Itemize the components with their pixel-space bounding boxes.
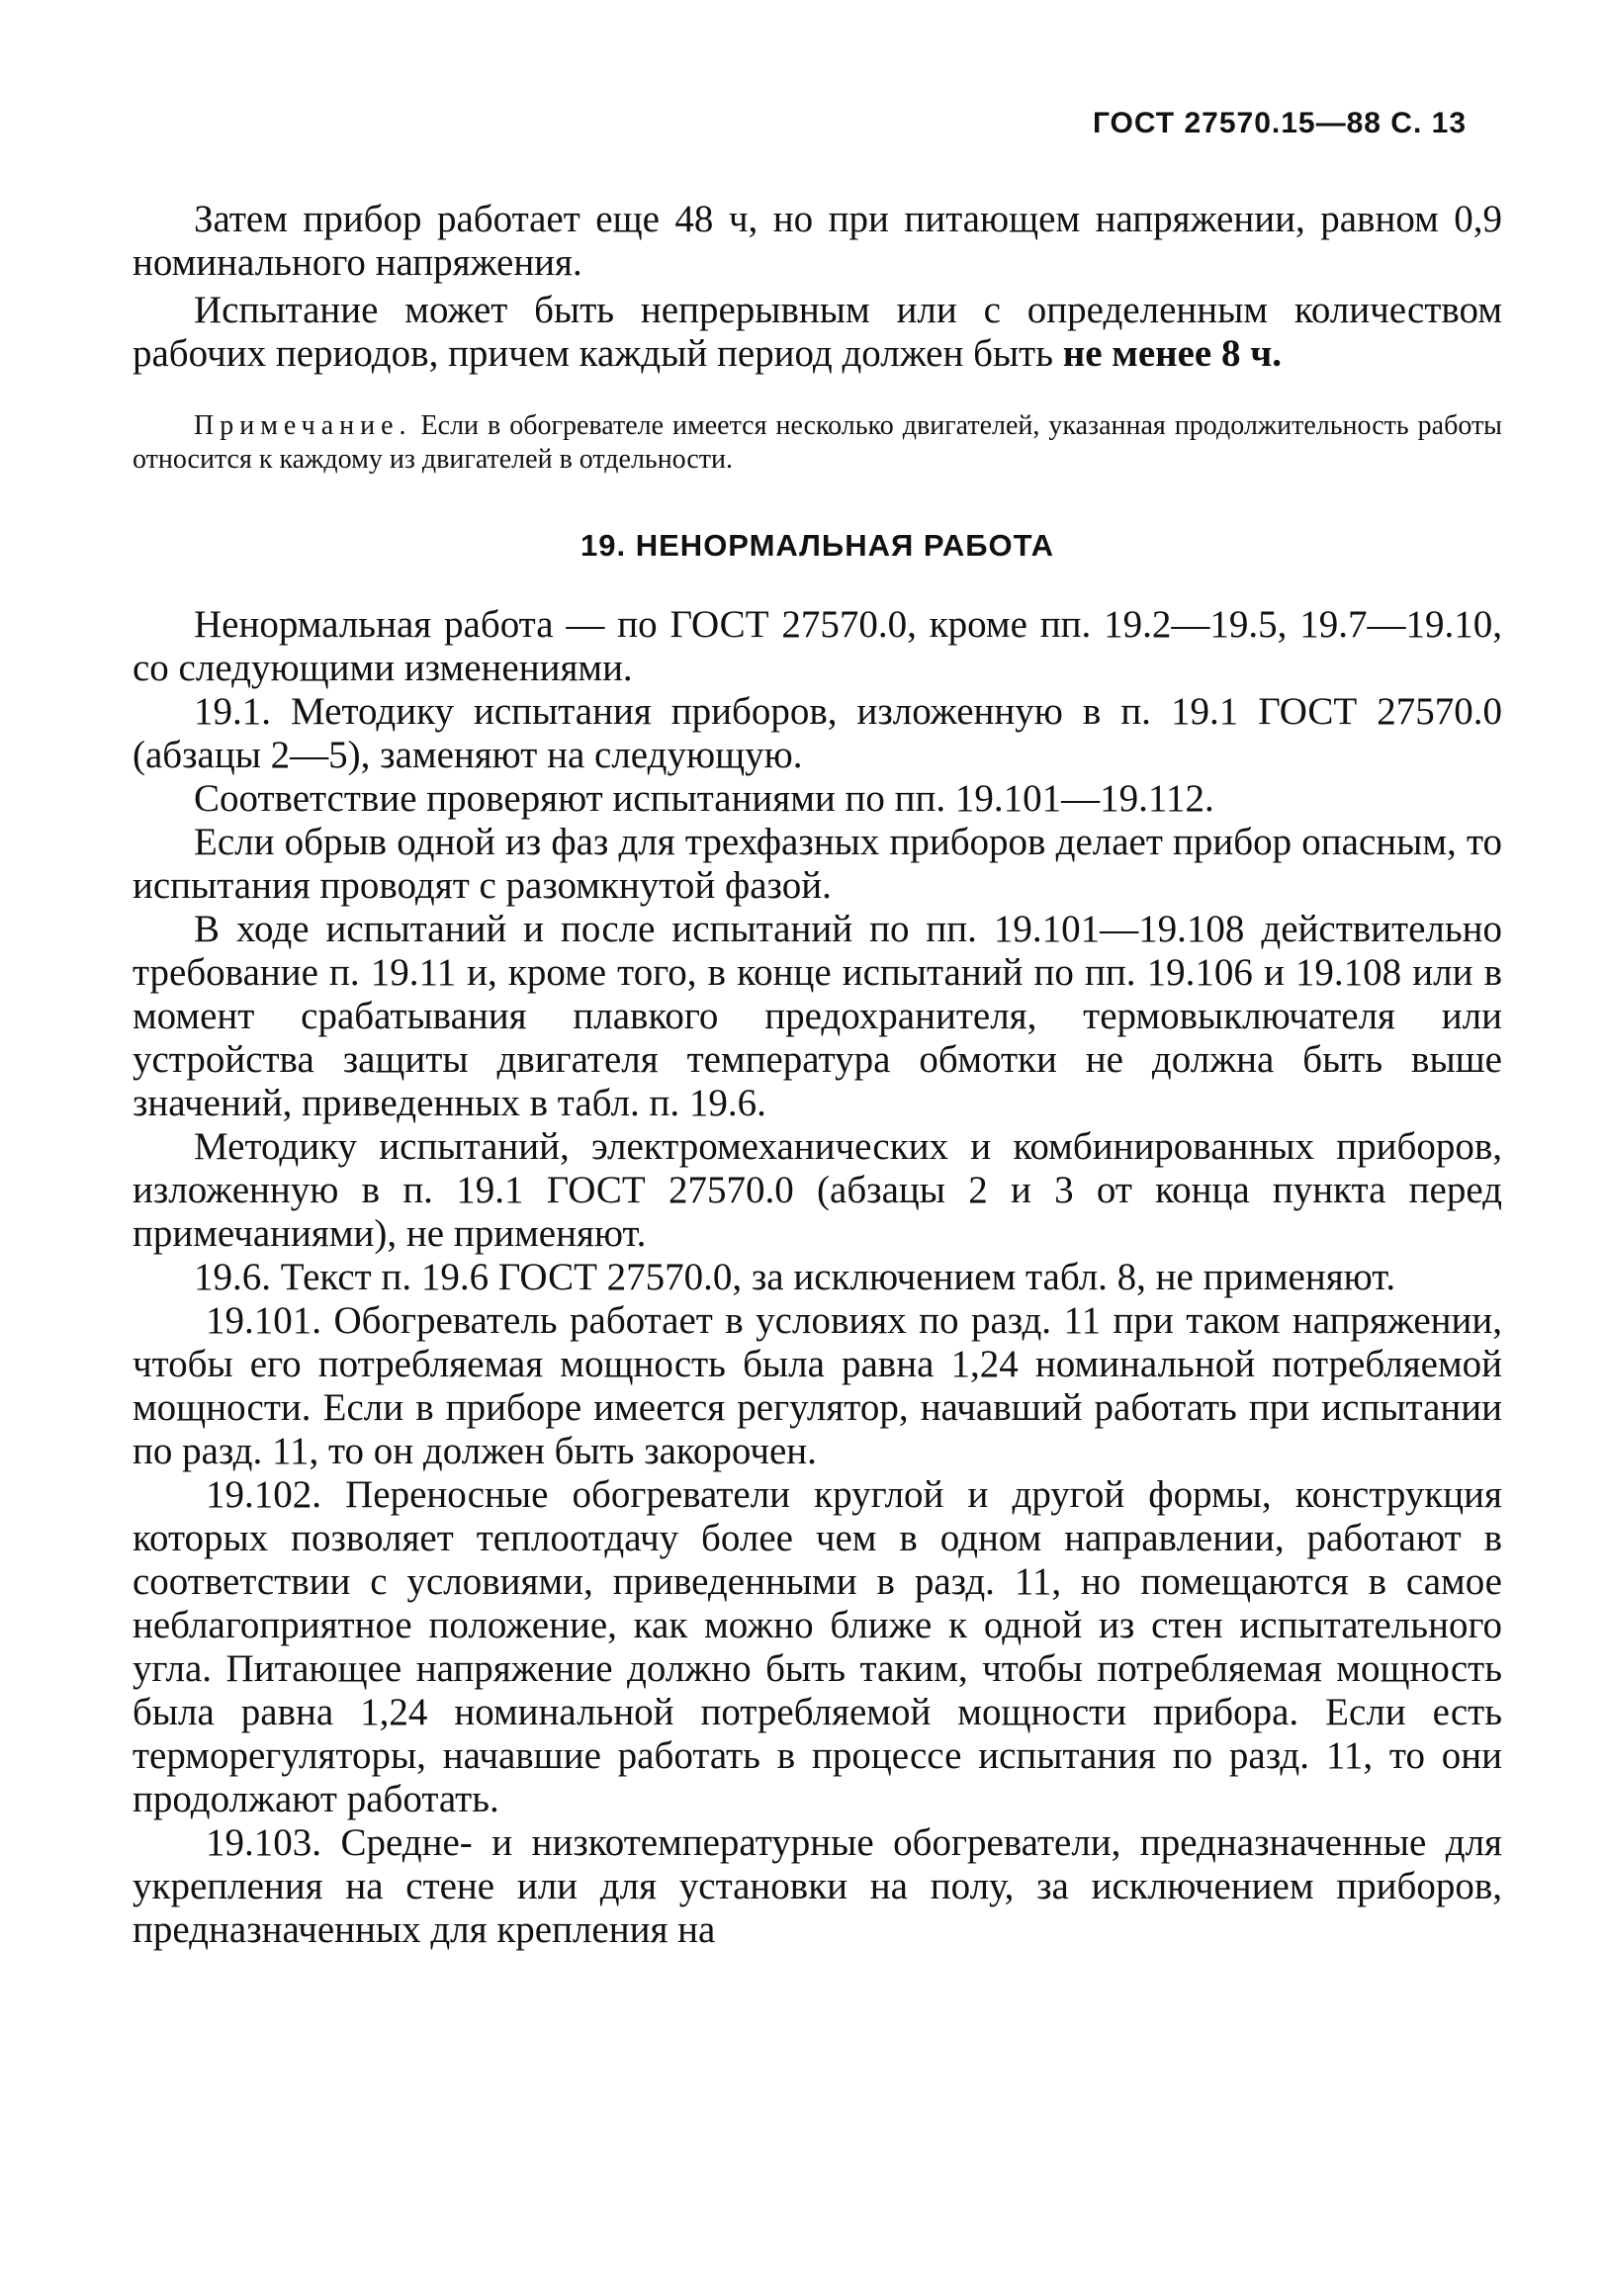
- item-19-102: 19.102. Переносные обогреватели круглой и другой формы, конструкция которых позволяет теплоотдачу более чем в одном направлении, работают в соответствии с условиями, приведенными в разд. 11, но помещаются в самое неблагоприятное положение, как можно ближе к одной из стен испытательного угла. Питающее напряжение должно быть таким, чтобы потребляемая мощность была равна 1,24 номинальной потребляемой мощности прибора. Если есть терморегуляторы, начавшие работать в процессе испытания по разд. 11, то они продолжают работать.: [133, 1473, 1502, 1820]
- note-text: Если в обогревателе имеется несколько двигателей, указанная продолжительность работы относится к каждому из двигателей в отдельности.: [133, 410, 1502, 475]
- section-paragraph-5: В ходе испытаний и после испытаний по пп. 19.101—19.108 действительно требование п. 19.11 и, кроме того, в конце испытаний по пп. 19.106 и 19.108 или в момент срабатывания плавкого предохранителя, термовыключателя или устройства защиты двигателя температура обмотки не должна быть выше значений, приведенных в табл. п. 19.6.: [133, 908, 1502, 1124]
- intro-paragraph-2-text: Испытание может быть непрерывным или с определенным количеством рабочих периодов, причем каждый период должен быть: [133, 289, 1502, 375]
- note-label: Примечание.: [194, 410, 412, 441]
- note: [133, 409, 1502, 477]
- section-paragraph-1: Ненормальная работа — по ГОСТ 27570.0, кроме пп. 19.2—19.5, 19.7—19.10, со следующими изменениями.: [133, 603, 1502, 689]
- item-19-103: 19.103. Средне- и низкотемпературные обогреватели, предназначенные для укрепления на стене или для установки на полу, за исключением приборов, предназначенных для крепления на: [133, 1821, 1502, 1951]
- intro-paragraph-1: Затем прибор работает еще 48 ч, но при питающем напряжении, равном 0,9 номинального напряжения.: [133, 198, 1502, 284]
- intro-paragraph-2: [133, 289, 1502, 376]
- section-title: 19. НЕНОРМАЛЬНАЯ РАБОТА: [580, 528, 1054, 563]
- section-paragraph-6: Методику испытаний, электромеханических и комбинированных приборов, изложенную в п. 19.1 ГОСТ 27570.0 (абзацы 2 и 3 от конца пункта перед примечаниями), не применяют.: [133, 1125, 1502, 1255]
- page-text: [133, 198, 1502, 1952]
- section-paragraph-4: Если обрыв одной из фаз для трехфазных приборов делает прибор опасным, то испытания проводят с разомкнутой фазой.: [133, 821, 1502, 907]
- running-header: ГОСТ 27570.15—88 С. 13: [1092, 107, 1467, 139]
- intro-paragraph-2-end: не менее 8 ч.: [1062, 332, 1282, 375]
- section-paragraph-2: 19.1. Методику испытания приборов, изложенную в п. 19.1 ГОСТ 27570.0 (абзацы 2—5), заменяют на следующую.: [133, 690, 1502, 776]
- section-paragraph-7: 19.6. Текст п. 19.6 ГОСТ 27570.0, за исключением табл. 8, не применяют.: [194, 1256, 1396, 1298]
- section-paragraph-3: Соответствие проверяют испытаниями по пп. 19.101—19.112.: [194, 777, 1214, 820]
- item-19-101: 19.101. Обогреватель работает в условиях по разд. 11 при таком напряжении, чтобы его потребляемая мощность была равна 1,24 номинальной потребляемой мощности. Если в приборе имеется регулятор, начавший работать при испытании по разд. 11, то он должен быть закорочен.: [133, 1299, 1502, 1472]
